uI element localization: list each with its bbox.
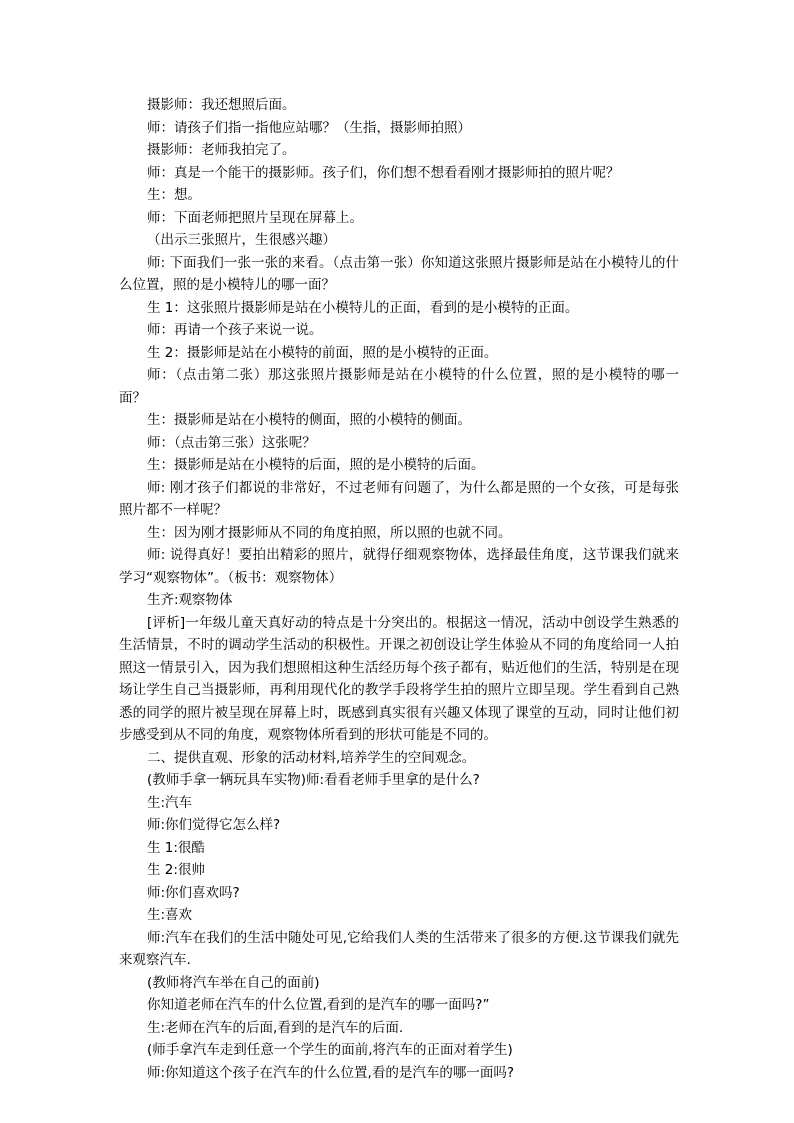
- paragraph: 生:喜欢: [147, 907, 193, 923]
- paragraph: 师：真是一个能干的摄影师。孩子们，你们想不想看看刚才摄影师拍的照片呢？: [147, 164, 620, 181]
- paragraph: 生 1：这张照片摄影师是站在小模特儿的正面，看到的是小模特的正面。: [147, 299, 579, 316]
- paragraph: 师:你们觉得它怎么样?: [147, 817, 281, 833]
- paragraph: (师手拿汽车走到任意一个学生的面前,将汽车的正面对着学生): [147, 1042, 513, 1058]
- paragraph: 生:汽车: [147, 794, 193, 811]
- paragraph: 生 2：摄影师是站在小模特的前面，照的是小模特的正面。: [147, 344, 498, 361]
- paragraph: 你知道老师在汽车的什么位置,看到的是汽车的哪一面吗?”: [147, 997, 490, 1013]
- paragraph: 生：摄影师是站在小模特的侧面，照的小模特的侧面。: [147, 412, 471, 428]
- paragraph: 生 1:很酷: [147, 839, 205, 856]
- paragraph: 生:老师在汽车的后面,看到的是汽车的后面.: [147, 1019, 404, 1036]
- paragraph: 师：请孩子们指一指他应站哪？（生指，摄影师拍照）: [147, 119, 471, 136]
- paragraph: 生：想。: [147, 187, 201, 203]
- paragraph: 师: 说得真好！要拍出精彩的照片，就得仔细观察物体，选择最佳角度，这节课我们就来学习“观察物体”。（板书：观察物体）: [119, 547, 679, 586]
- paragraph: 生：因为刚才摄影师从不同的角度拍照，所以照的也就不同。: [147, 524, 512, 541]
- paragraph: (教师手拿一辆玩具车实物)师:看看老师手里拿的是什么?: [147, 772, 480, 788]
- document-body: [119, 94, 679, 1084]
- paragraph: 生：摄影师是站在小模特的后面，照的是小模特的后面。: [147, 457, 485, 473]
- paragraph: 师:你知道这个孩子在汽车的什么位置,看的是汽车的哪一面吗?: [147, 1064, 515, 1081]
- section-heading: 二、提供直观、形象的活动材料,培养学生的空间观念。: [147, 749, 476, 766]
- paragraph: 摄影师：我还想照后面。: [147, 97, 296, 113]
- paragraph: (教师将汽车举在自己的面前): [147, 974, 320, 991]
- paragraph: 师:你们喜欢吗?: [147, 884, 240, 901]
- paragraph: 师: 下面我们一张一张的来看。（点击第一张）你知道这张照片摄影师是站在小模特儿的什么位置，照的是小模特儿的哪一面？: [119, 254, 679, 293]
- paragraph: （出示三张照片，生很感兴趣）: [147, 232, 336, 248]
- paragraph: 师:汽车在我们的生活中随处可见,它给我们人类的生活带来了很多的方便.这节课我们就先来观察汽车.: [119, 929, 679, 968]
- commentary-paragraph: [评析]一年级儿童天真好动的特点是十分突出的。根据这一情况，活动中创设学生熟悉的生活情景，不时的调动学生活动的积极性。开课之初创设让学生体验从不同的角度给同一人拍照这一情景引入，因为我们想照相这种生活经历每个孩子都有，贴近他们的生活，特别是在现场让学生自己当摄影师，再利用现代化的教学手段将学生拍的照片立即呈现。学生看到自己熟悉的同学的照片被呈现在屏幕上时，既感到真实很有兴趣又体现了课堂的互动，同时让他们初步感受到从不同的角度，观察物体所看到的形状可能是不同的。: [119, 614, 679, 743]
- paragraph: 摄影师：老师我拍完了。: [147, 142, 296, 158]
- paragraph: 生 2:很帅: [147, 862, 205, 878]
- paragraph: 师：（点击第三张）这张呢？: [147, 434, 316, 451]
- paragraph: 师：再请一个孩子来说一说。: [147, 322, 323, 338]
- paragraph: 生齐:观察物体: [147, 592, 233, 608]
- paragraph: 师: 刚才孩子们都说的非常好，不过老师有问题了，为什么都是照的一个女孩，可是每张照片都不一样呢？: [119, 479, 679, 518]
- paragraph: 师：下面老师把照片呈现在屏幕上。: [147, 209, 363, 226]
- paragraph: 师：（点击第二张）那这张照片摄影师是站在小模特的什么位置，照的是小模特的哪一面？: [119, 367, 679, 406]
